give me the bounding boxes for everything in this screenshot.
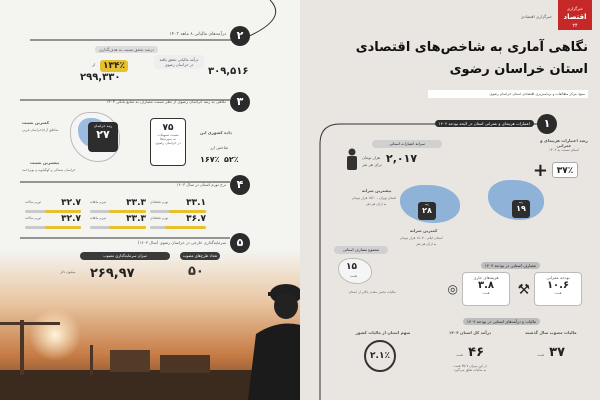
rank-19-value: ۱۹ xyxy=(516,204,526,213)
last-year-tax-value: ۳۷ xyxy=(549,345,566,360)
fdi-amount-value: ۲۶۹,۹۷ xyxy=(90,266,135,281)
civil-budget-value: ۱۰.۶ xyxy=(546,280,570,291)
inflation-value: ۳۳.۳ xyxy=(126,198,146,208)
mining-note: مالیات بخش معدن بالاتر از استان xyxy=(348,290,396,294)
growth-sub: استان نسبت به ۱۴۰۳ xyxy=(549,148,579,152)
brand-top: خبرگزاری xyxy=(566,6,584,11)
per-capita-unit: هزار تومان xyxy=(362,155,381,160)
fdi-amount-label: میزان سرمایه‌گذاری مصوب xyxy=(80,252,170,260)
inflation-bar xyxy=(90,226,146,229)
section-4-number: ۴ xyxy=(230,175,250,195)
inflation-bar xyxy=(25,210,81,213)
fdi-projects-value: ۵۰ xyxy=(188,264,204,279)
rank-19-box xyxy=(512,200,530,218)
brand-logo xyxy=(558,0,592,30)
tax-header: مالیات و درآمدهای استانی در بودجه ۱۴۰۴ xyxy=(463,318,540,325)
tax-of-label: از xyxy=(92,62,96,67)
page-title-line2: استان خراسان رضوی xyxy=(449,62,588,77)
rank-28-label: رتبه xyxy=(424,202,430,206)
worker-silhouette xyxy=(228,272,300,400)
inflation-value: ۳۳.۳ xyxy=(126,214,146,224)
brand-name: اقتصاد xyxy=(563,13,587,21)
per-capita-value: ۲,۰۱۷ xyxy=(386,152,418,165)
section-1-number: ۱ xyxy=(537,114,557,134)
inflation-label: تورم سالانه xyxy=(25,200,42,204)
per-capita-label: سرانه اعتبارات استانی xyxy=(372,140,442,148)
page-title-line1: نگاهی آماری به شاخص‌های اقتصادی xyxy=(355,40,588,55)
total-spend-label: مجموع مصارف استانی xyxy=(334,246,388,254)
inflation-label: تورم نقطه‌ای xyxy=(150,216,169,220)
highest-per-capita-detail: استان تهران - ۱۵۶۰ هزار تومان xyxy=(352,196,397,200)
inflation-row xyxy=(25,198,81,214)
civil-budget-card xyxy=(534,272,582,306)
source-line: منبع: مرکز مطالعات و برنامه‌ریزی اقتصادی استان خراسان رضوی xyxy=(428,90,588,98)
total-revenue-unit: همت xyxy=(455,353,464,357)
crane-icon: ⚒ xyxy=(517,282,530,298)
total-revenue-note2: به مالیات تعلق می‌گیرد xyxy=(453,368,487,372)
section-4-header: نرخ تورم استان در سال ۱۴۰۳ xyxy=(176,182,226,187)
inflation-row xyxy=(90,198,146,214)
inflation-bar-fill xyxy=(165,226,206,229)
growth-label: رشد اعتبارات هزینه‌ای و عمرانی xyxy=(540,138,588,148)
brand-tagline: خبرگزاری اقتصادی xyxy=(520,14,552,19)
section-2-number: ۲ xyxy=(230,26,250,46)
civil-budget-label: بودجه عمرانی xyxy=(546,275,570,280)
total-revenue-label: درآمد کل استان ۱۴۰۴ xyxy=(448,330,492,335)
loan-deposit-ratio-sub2: در خراسان رضوی xyxy=(155,141,181,145)
inflation-bar xyxy=(25,226,81,229)
current-cost-value: ۳.۸ xyxy=(477,280,494,291)
section-3-header: نگاهی به رتبه خراسان رضوی از نظر نسبت مصارف به منابع بانکی ۱۴۰۳ xyxy=(106,99,226,104)
lowest-per-capita-detail: استان ایلام - ۱۸۰۷ هزار تومان xyxy=(400,236,443,240)
lowest-per-capita-detail2: به ازای هر نفر xyxy=(416,242,437,246)
brand-sub: ۲۴ xyxy=(572,23,578,29)
spending-header: مصارف استانی در بودجه ۱۴۰۴ xyxy=(481,262,540,269)
section-1-header: اعتبارات هزینه‌ای و عمرانی استان در لایحه بودجه ۱۴۰۴ xyxy=(435,120,534,127)
inflation-bar xyxy=(150,226,206,229)
growth-value: ۳۷٪ xyxy=(552,162,578,178)
rank-box xyxy=(88,122,118,152)
last-year-tax xyxy=(516,330,586,360)
inflation-value: ۳۳.۱ xyxy=(186,198,206,208)
pct-index-2: ۵۲٪ xyxy=(224,155,239,164)
tax-realized-label xyxy=(154,55,204,69)
inflation-value: ۳۲.۷ xyxy=(61,198,81,208)
right-page xyxy=(300,0,600,400)
tax-target-value: ۲۹۹,۳۳۰ xyxy=(80,72,121,83)
total-revenue-value: ۴۶ xyxy=(468,345,485,360)
loan-deposit-ratio-label: نسبت تسهیلات xyxy=(157,133,179,137)
section-5-number: ۵ xyxy=(230,233,250,253)
inflation-bar-fill xyxy=(45,226,81,229)
tax-realized-label-text: درآمد مالیاتی تحقق یافته xyxy=(159,57,199,62)
rank-box-label: رتبه خراسان xyxy=(93,124,113,128)
rank-28-box xyxy=(418,202,436,220)
person-icon xyxy=(344,148,360,170)
country-data-label: داده کشوری این xyxy=(200,130,232,135)
total-spend-value: ۱۵ xyxy=(346,262,357,272)
inflation-row xyxy=(150,214,206,230)
highest-ratio-label: بیشترین نسبت xyxy=(30,160,60,165)
last-year-tax-label: مالیات مصوب سال گذشته xyxy=(525,330,577,335)
national-tax-share xyxy=(348,330,418,335)
inflation-bar-fill xyxy=(45,210,81,213)
coins-icon: ◎ xyxy=(447,282,458,296)
loan-deposit-ratio-card xyxy=(150,118,186,166)
lowest-per-capita-label: کمترین سرانه xyxy=(410,228,438,233)
total-revenue xyxy=(440,330,500,372)
plus-icon: + xyxy=(532,160,548,181)
last-year-tax-unit: همت xyxy=(536,353,545,357)
inflation-label: تورم ماهانه xyxy=(90,200,106,204)
highest-ratio-sub: خراسان شمالی و کهگیلویه و بویراحمد xyxy=(22,168,76,172)
current-cost-card xyxy=(462,272,510,306)
lowest-ratio-sub: مناطق آزاد/خراسان غربی xyxy=(22,128,59,132)
highest-per-capita-detail2: به ازای هر نفر xyxy=(366,202,387,206)
inflation-bar-fill xyxy=(109,226,146,229)
section-5-header: سرمایه‌گذاری خارجی در خراسان رضوی (سال ۱۴۰۳) xyxy=(137,240,226,245)
current-cost-label: هزینه‌های جاری xyxy=(473,275,499,280)
national-tax-share-label: سهم استان از مالیات کشور xyxy=(355,330,411,335)
per-capita-sub: برای هر نفر xyxy=(362,162,382,167)
inflation-row xyxy=(90,214,146,230)
inflation-label: تورم نقطه‌ای xyxy=(150,200,169,204)
highest-per-capita-label: بیشترین سرانه xyxy=(362,188,392,193)
civil-budget-unit: همت xyxy=(554,291,562,295)
fx-index-label: شاخص ارز xyxy=(210,145,229,150)
inflation-row xyxy=(150,198,206,214)
tax-realized-value: ۳۰۹,۵۱۶ xyxy=(208,66,249,77)
fdi-amount-unit: میلیون دلار xyxy=(60,270,76,274)
inflation-bar-fill xyxy=(109,210,146,213)
section-2-header: درآمدهای مالیاتی ۸ ماهه ۱۴۰۳ xyxy=(169,32,226,37)
current-cost-unit: همت xyxy=(482,291,490,295)
section-3-number: ۳ xyxy=(230,92,250,112)
growth-block xyxy=(536,138,592,152)
inflation-row xyxy=(25,214,81,230)
loan-deposit-ratio-sub: به سپرده‌ها xyxy=(160,137,176,141)
pct-index-1: ۱۶۷٪ xyxy=(200,155,220,164)
tax-target-percent: ۱۳۴٪ xyxy=(100,60,128,72)
loan-deposit-ratio-value: ۷۵ xyxy=(162,123,174,133)
inflation-value: ۳۶.۷ xyxy=(186,214,206,224)
lowest-ratio-label: کمترین نسبت xyxy=(22,120,50,125)
inflation-label: تورم سالانه xyxy=(25,216,42,220)
inflation-value: ۳۲.۷ xyxy=(61,214,81,224)
total-revenue-note: از این میزان ۳۵.۷ همت xyxy=(453,364,487,368)
inflation-label: تورم ماهانه xyxy=(90,216,106,220)
tax-realized-sub: در خراسان رضوی xyxy=(164,62,194,67)
rank-28-value: ۲۸ xyxy=(422,206,432,215)
rank-19-label: رتبه xyxy=(518,200,524,204)
national-tax-share-value: ۲.۱٪ xyxy=(364,340,396,372)
inflation-bar-fill xyxy=(169,210,206,213)
inflation-bar xyxy=(90,210,146,213)
rank-box-value: ۲۷ xyxy=(96,128,110,141)
inflation-bar xyxy=(150,210,206,213)
tax-target-label: درصد تحقق نسبت به هدف‌گذاری xyxy=(95,46,158,53)
fdi-projects-label: تعداد طرح‌های مصوب xyxy=(180,252,220,260)
total-spend-unit: همت xyxy=(350,274,358,278)
